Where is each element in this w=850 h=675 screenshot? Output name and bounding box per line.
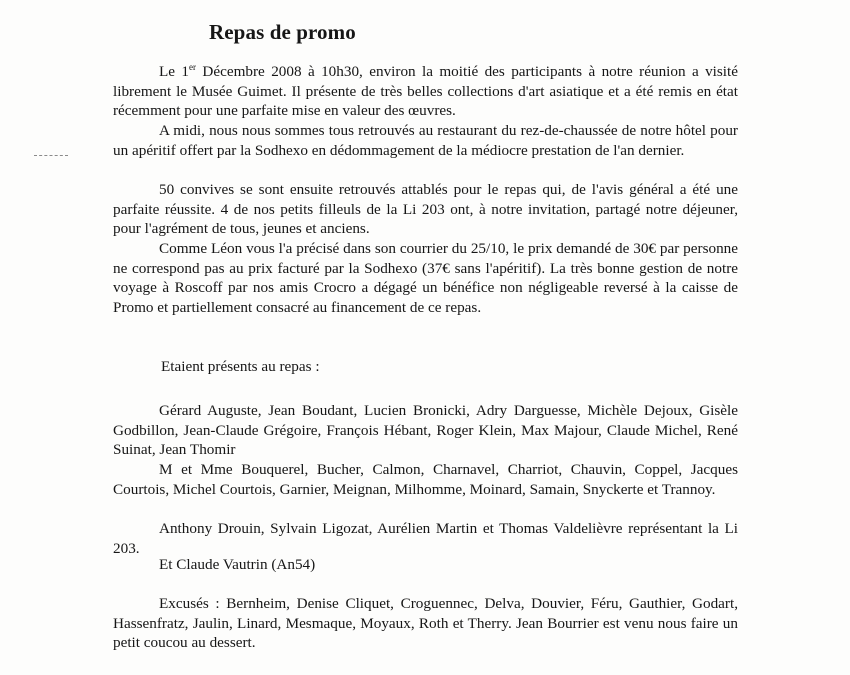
present-group-1: Gérard Auguste, Jean Boudant, Lucien Bronicki, Adry Darguesse, Michèle Dejoux, Gisèle Godbillon, Jean-Claude Grégoire, François Hébant, Roger Klein, Max Majour, Claude Michel, René Suinat, Jean Thomir bbox=[113, 402, 738, 459]
present-heading: Etaient présents au repas : bbox=[161, 358, 320, 375]
excused-paragraph: Excusés : Bernheim, Denise Cliquet, Croguennec, Delva, Douvier, Féru, Gauthier, Godart, Hassenfratz, Jaulin, Linard, Mesmaque, Moyaux, Roth et Therry. Jean Bourrier est venu nous faire un petit coucou au dessert. bbox=[113, 595, 738, 652]
present-group-4: Et Claude Vautrin (An54) bbox=[159, 556, 316, 573]
ordinal-superscript: er bbox=[189, 62, 197, 72]
paragraph-musee bbox=[113, 62, 738, 121]
paragraph-musee-start: Le 1 bbox=[159, 63, 190, 80]
paragraph-prix: Comme Léon vous l'a précisé dans son courrier du 25/10, le prix demandé de 30€ par personne ne correspond pas au prix facturé par la Sodhexo (37€ sans l'apéritif). La très bonne gestion de notre voyage à Roscoff par nos amis Crocro a dégagé un bénéfice non négligeable reversé à la caisse de Promo et partiellement consacré au financement de ce repas. bbox=[113, 240, 738, 316]
paragraph-aperitif: A midi, nous nous sommes tous retrouvés au restaurant du rez-de-chaussée de notre hôtel pour un apéritif offert par la Sodhexo en dédommagement de la médiocre prestation de l'an dernier. bbox=[113, 122, 738, 159]
margin-mark bbox=[34, 155, 68, 158]
paragraph-repas: 50 convives se sont ensuite retrouvés attablés pour le repas qui, de l'avis général a été une parfaite réussite. 4 de nos petits filleuls de la Li 203 ont, à notre invitation, partagé notre déjeuner, pour l'agrément de tous, jeunes et anciens. bbox=[113, 181, 738, 238]
page-title: Repas de promo bbox=[209, 20, 356, 44]
present-group-3: Anthony Drouin, Sylvain Ligozat, Aurélien Martin et Thomas Valdelièvre représentant la Li 203. bbox=[113, 520, 738, 557]
present-group-2: M et Mme Bouquerel, Bucher, Calmon, Charnavel, Charriot, Chauvin, Coppel, Jacques Courtois, Michel Courtois, Garnier, Meignan, Milhomme, Moinard, Samain, Snyckerte et Trannoy. bbox=[113, 461, 738, 498]
paragraph-musee-rest: Décembre 2008 à 10h30, environ la moitié des participants à notre réunion a visité librement le Musée Guimet. Il présente de très belles collections d'art asiatique et a été remis en état récemment pour une parfaite mise en valeur des œuvres. bbox=[113, 63, 738, 120]
